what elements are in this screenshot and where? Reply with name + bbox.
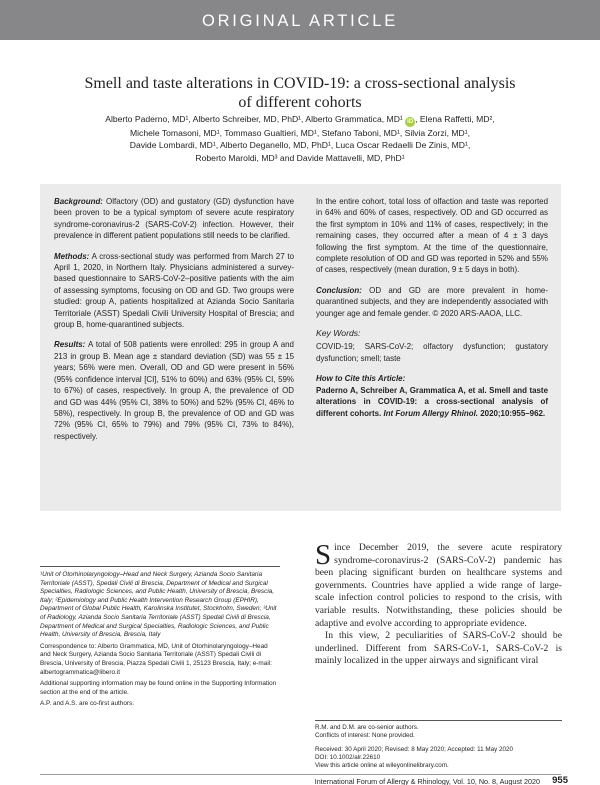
page-number: 955 [552, 775, 568, 785]
keywords-section [316, 328, 548, 364]
keywords-heading: Key Words: [316, 328, 361, 339]
article-type-label: ORIGINAL ARTICLE [201, 12, 399, 30]
citation-section [316, 373, 548, 419]
doi[interactable]: DOI: 10.1002/alr.22610 [315, 753, 381, 761]
citation-heading: How to Cite this Article: [316, 374, 406, 384]
author-line: Alberto Paderno, MD¹, Alberto Schreiber, MD, PhD¹, Alberto Grammatica, MD¹ iD , Elena Raffetti, MD², [105, 114, 495, 125]
journal-citation-footer: International Forum of Allergy & Rhinology, Vol. 10, No. 8, August 2020 [314, 777, 540, 785]
author-line: Davide Lombardi, MD¹, Alberto Deganello, MD, PhD¹, Luca Oscar Redaelli De Zinis, MD¹, [129, 140, 471, 151]
abstract-left-column [54, 196, 294, 451]
body-text [315, 539, 562, 668]
abstract-box [40, 184, 561, 511]
page-footer-divider [40, 774, 561, 775]
co-senior-note: R.M. and D.M. are co-senior authors. [315, 724, 419, 731]
author-line: Roberto Maroldi, MD³ and Davide Mattavelli, MD, PhD¹ [195, 152, 405, 163]
co-first-authors-note: A.P. and A.S. are co-first authors. [40, 700, 135, 708]
supporting-info-note: Additional supporting information may be found online in the Supporting Information section at the end of the article. [40, 680, 277, 696]
affiliations: ¹Unit of Otorhinolaryngology–Head and Neck Surgery, Azianda Socio Sanitaria Territoriale (ASST), Spedali Civili di Brescia, Department of Medical and Surgical Specialties, Radiologic Sciences, and Public Health, University of Brescia, Brescia, Italy; ²Epidemiology and Public Health Intervention Research Group (EPHIR), Department of Global Public Health, Karolinska Institutet, Stockholm, Sweden; ³Unit of Radiology, Azianda Socio Sanitaria Territoriale (ASST) Spedali Civili di Brescia, Department of Medical and Surgical Specialties, Radiologic Sciences, and Public Health, University of Brescia, Brescia, Italy [40, 571, 277, 639]
body-paragraph: Since December 2019, the severe acute respiratory syndrome-coronavirus-2 (SARS-CoV-2) pandemic has been placing significant burden on healthcare systems and governments. Countries have applied a wide range of large-scale infection control policies to respond to the crisis, with variable results. Notwithstanding, these policies should be adaptive and evolve according to appropriate evidence. [315, 539, 562, 629]
abstract-right-column [316, 196, 548, 419]
abstract-methods: Methods: A cross-sectional study was performed from March 27 to April 1, 2020, in Northern Italy. Physicians administered a survey-based questionnaire to SARS-CoV-2–positive patients with the aim of assessing symptoms, focusing on OD and GD. Two groups were studied: group A, patients hospitalized at Azianda Socio Sanitaria Territoriale (ASST) Spedali Civili University Hospital of Brescia; and group B, home-quarantined subjects. [54, 251, 294, 330]
abstract-results-continued: In the entire cohort, total loss of olfaction and taste was reported in 64% and 60% of cases, respectively. OD and GD occurred as the first symptom in 10% and 11% of cases, respectively; in the remaining cases, they occurred after a mean of 4 ± 3 days following the first symptom. At the time of the questionnaire, complete resolution of OD and GD was reported in 52% and 55% of cases, respectively (mean duration, 9 ± 5 days in both). [316, 197, 548, 275]
article-type-banner [0, 0, 600, 40]
correspondence: Correspondence to: Alberto Grammatica, MD, Unit of Otorhinolaryngology–Head and Neck Surgery, Azianda Socio Sanitaria Territoriale (ASST) Spedali Civili di Brescia, University of Brescia, Piazza Spedali Civili 1, 25123 Brescia, Italy; e-mail: albertogrammatica@libero.it [40, 642, 272, 676]
keywords-text: COVID-19; SARS-CoV-2; olfactory dysfunction; gustatory dysfunction; smell; taste [316, 342, 548, 363]
article-title [60, 74, 540, 112]
conflicts-note: Conflicts of interest: None provided. [315, 732, 415, 740]
article-title-line: of different cohorts [238, 94, 362, 111]
author-list [70, 113, 530, 164]
footnotes [40, 571, 280, 712]
abstract-conclusion: Conclusion: OD and GD are more prevalent in home-quarantined subjects, and they are independently associated with younger age and female gender. © 2020 ARS-AAOA, LLC. [316, 285, 548, 318]
drop-cap: S [315, 539, 332, 571]
abstract-background: Background: Olfactory (OD) and gustatory (GD) dysfunction have been proven to be a typical symptom of severe acute respiratory syndrome-coronavirus-2 (SARS-CoV-2) infection. However, their prevalence in different patient populations still needs to be clarified. [54, 197, 294, 241]
footnote-divider [40, 566, 280, 567]
article-dates: Received: 30 April 2020; Revised: 8 May 2020; Accepted: 11 May 2020 [315, 745, 514, 753]
abstract-results: Results: A total of 508 patients were enrolled: 295 in group A and 213 in group B. Mean age ± standard deviation (SD) was 55 ± 15 years; 56% were men. Overall, OD and GD were present in 56% (95% confidence interval [CI], 51% to 60%) and 63% (95% CI, 59% to 67%) of cases, respectively. In group A, the prevalence of OD and GD was 44% (95% CI, 38% to 50%) and 52% (95% CI, 46% to 58%), respectively. In group B, the prevalence of OD and GD was 72% (95% CI, 65% to 79%) and 79% (95% CI, 73% to 84%), respectively. [54, 340, 294, 441]
author-line: Michele Tomasoni, MD¹, Tommaso Gualtieri, MD¹, Stefano Taboni, MD¹, Silvia Zorzi, MD¹, [129, 128, 471, 138]
orcid-icon[interactable]: iD [407, 119, 414, 125]
online-link[interactable]: View this article online at wileyonlinelibrary.com. [315, 762, 449, 770]
article-metadata [315, 724, 562, 770]
citation-text: Paderno A, Schreiber A, Grammatica A, et al. Smell and taste alterations in COVID-19: a cross-sectional analysis of different cohorts. Int Forum Allergy Rhinol. 2020;10:955–962. [316, 385, 548, 418]
metadata-divider [315, 720, 562, 721]
article-title-line: Smell and taste alterations in COVID-19: a cross-sectional analysis [84, 75, 516, 92]
body-paragraph: In this view, 2 peculiarities of SARS-CoV-2 should be underlined. Different from SARS-CoV-1, SARS-CoV-2 is mainly localized in the upper airways and significant viral [315, 630, 562, 667]
